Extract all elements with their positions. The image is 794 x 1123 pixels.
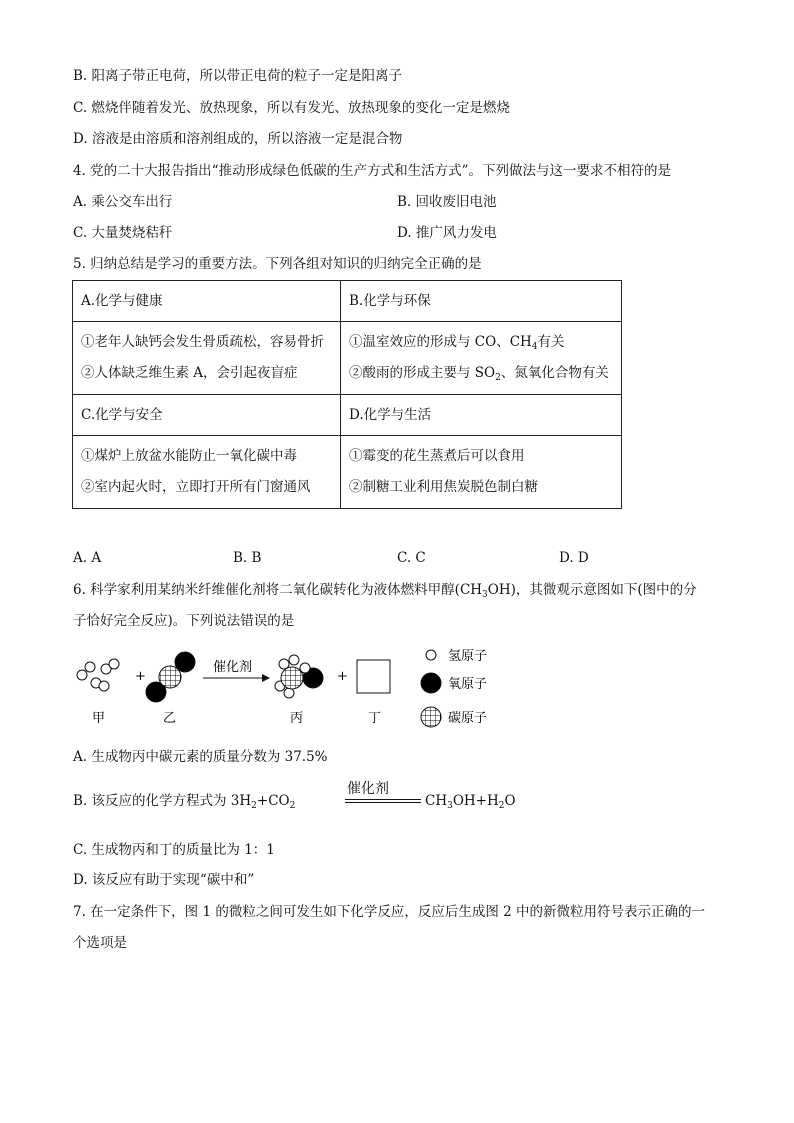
q4-stem: 4. 党的二十大报告指出“推动形成绿色低碳的生产方式和生活方式”。下列做法与这一要求不相符的是 (73, 163, 671, 179)
q6-option-d: D. 该反应有助于实现“碳中和” (73, 872, 255, 888)
q5-d-item-1: ①霉变的花生蒸煮后可以食用 (349, 448, 525, 464)
equation-reactants: B. 该反应的化学方程式为 $3H_2+CO_2$ (73, 793, 296, 811)
equation-catalyst-label: 催化剂 (347, 781, 389, 797)
q4-option-d: D. 推广风力发电 (397, 225, 497, 241)
plus-sign-2: + (337, 669, 348, 684)
catalyst-label: 催化剂 (213, 660, 253, 675)
q5-option-a: A. A (73, 550, 102, 566)
label-jia: 甲 (92, 711, 106, 726)
q6-stem-line-2: 子恰好完全反应)。下列说法错误的是 (73, 613, 295, 629)
q5-cell-c-body (73, 436, 341, 509)
q5-cell-a-body (73, 322, 341, 395)
q5-option-b: B. B (233, 550, 262, 566)
q4-option-b: B. 回收废旧电池 (397, 194, 497, 210)
legend-oxygen-label: 氧原子 (448, 677, 488, 692)
q5-b-item-2: ②酸雨的形成主要与 $SO_2$、氮氧化合物有关 (349, 365, 609, 383)
label-bing: 丙 (290, 711, 304, 726)
q5-b-item-1: ①温室效应的形成与 CO、$CH_4$有关 (349, 334, 565, 352)
q4-option-a: A. 乘公交车出行 (73, 194, 173, 210)
legend-oxygen-icon (421, 673, 441, 693)
q5-c-item-2: ②室内起火时，立即打开所有门窗通风 (81, 479, 311, 495)
q5-option-d: D. D (559, 550, 589, 566)
q6-option-a: A. 生成物丙中碳元素的质量分数为 37.5% (73, 749, 328, 765)
q5-a-item-1: ①老年人缺钙会发生骨质疏松，容易骨折 (81, 334, 324, 350)
q5-table (72, 280, 622, 509)
reactant-jia-hydrogen (77, 659, 119, 691)
q3-option-b: B. 阳离子带正电荷，所以带正电荷的粒子一定是阳离子 (73, 68, 403, 84)
legend-carbon-label: 碳原子 (448, 711, 488, 726)
reactant-yi-co2 (146, 652, 195, 702)
reaction-arrow-icon (203, 674, 270, 682)
q5-stem: 5. 归纳总结是学习的重要方法。下列各组对知识的归纳完全正确的是 (73, 256, 482, 272)
label-yi: 乙 (163, 711, 177, 726)
q5-option-c: C. C (397, 550, 426, 566)
product-ding-box (357, 660, 390, 693)
q5-c-item-1: ①煤炉上放盆水能防止一氧化碳中毒 (81, 448, 297, 464)
q6-option-b (73, 778, 573, 822)
q5-cell-a-head: A.化学与健康 (73, 281, 341, 322)
q6-option-c: C. 生成物丙和丁的质量比为 1：1 (73, 842, 275, 858)
q4-option-c: C. 大量焚烧秸秆 (73, 225, 173, 241)
q5-cell-c-head: C.化学与安全 (73, 395, 341, 436)
q5-a-item-2: ②人体缺乏维生素 A，会引起夜盲症 (81, 365, 298, 381)
q7-stem-line-1: 7. 在一定条件下，图 1 的微粒之间可发生如下化学反应，反应后生成图 2 中的新微粒用符号表示正确的一 (73, 904, 706, 920)
legend-hydrogen-label: 氢原子 (448, 649, 488, 664)
product-bing-methanol (275, 655, 323, 698)
q5-cell-d-body (341, 436, 622, 509)
equation-equals-bar-top (345, 799, 421, 800)
q7-stem-line-2: 个选项是 (73, 935, 127, 951)
reaction-diagram (0, 640, 794, 740)
q3-option-d: D. 溶液是由溶质和溶剂组成的，所以溶液一定是混合物 (73, 131, 403, 147)
equation-products: $CH_3OH+H_2O$ (425, 793, 516, 811)
plus-sign-1: + (135, 669, 146, 684)
label-ding: 丁 (368, 711, 382, 726)
q5-cell-b-body (341, 322, 622, 395)
legend-hydrogen-icon (426, 650, 436, 660)
legend-carbon-icon (421, 707, 441, 727)
q5-cell-b-head: B.化学与环保 (341, 281, 622, 322)
q3-option-c: C. 燃烧伴随着发光、放热现象，所以有发光、放热现象的变化一定是燃烧 (73, 100, 510, 116)
q6-stem-line-1: 6. 科学家利用某纳米纤维催化剂将二氧化碳转化为液体燃料甲醇$(CH_3OH)$，其微观示意图如下(图中的分 (73, 582, 697, 600)
q5-d-item-2: ②制糖工业利用焦炭脱色制白糖 (349, 479, 538, 495)
q5-cell-d-head: D.化学与生活 (341, 395, 622, 436)
equation-equals-bar-bottom (345, 802, 421, 803)
